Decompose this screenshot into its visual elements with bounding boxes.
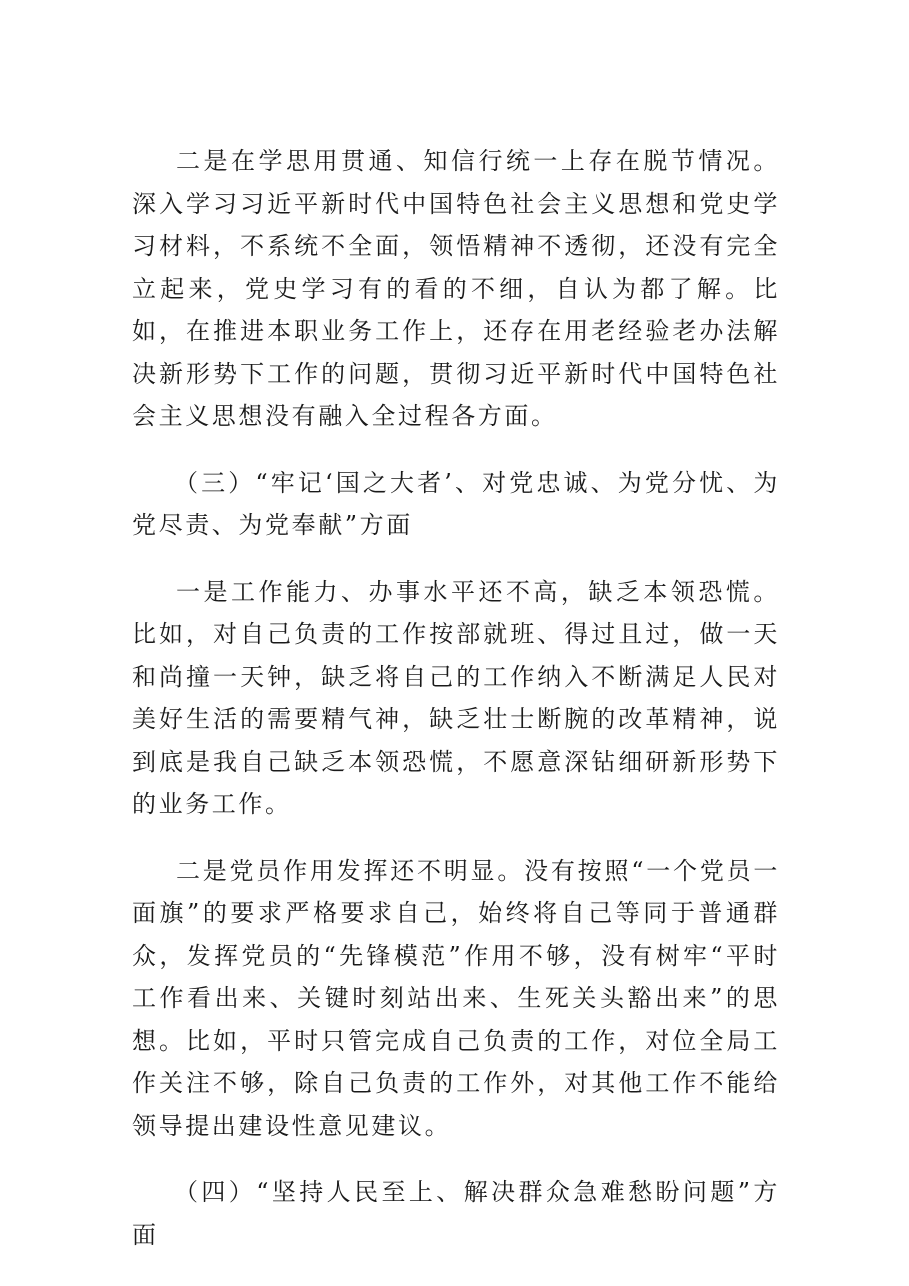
document-body [132, 140, 780, 1280]
body-paragraph: 一是工作能力、办事水平还不高，缺乏本领恐慌。比如，对自己负责的工作按部就班、得过且过，做一天和尚撞一天钟，缺乏将自己的工作纳入不断满足人民对美好生活的需要精气神，缺乏壮士断腕的改革精神，说到底是我自己缺乏本领恐慌，不愿意深钻细研新形势下的业务工作。 [132, 577, 780, 818]
section-heading: （四）“坚持人民至上、解决群众急难愁盼问题”方面 [132, 1178, 780, 1249]
section-heading: （三）“牢记‘国之大者’、对党忠诚、为党分忧、为党尽责、为党奉献”方面 [132, 468, 780, 539]
body-paragraph: 二是在学思用贯通、知信行统一上存在脱节情况。深入学习习近平新时代中国特色社会主义思想和党史学习材料，不系统不全面，领悟精神不透彻，还没有完全立起来，党史学习有的看的不细，自认为都了解。比如，在推进本职业务工作上，还存在用老经验老办法解决新形势下工作的问题，贯彻习近平新时代中国特色社会主义思想没有融入全过程各方面。 [132, 147, 780, 430]
body-paragraph: 二是党员作用发挥还不明显。没有按照“一个党员一面旗”的要求严格要求自己，始终将自己等同于普通群众，发挥党员的“先锋模范”作用不够，没有树牢“平时工作看出来、关键时刻站出来、生死关头豁出来”的思想。比如，平时只管完成自己负责的工作，对位全局工作关注不够，除自己负责的工作外，对其他工作不能给领导提出建设性意见建议。 [132, 856, 780, 1140]
